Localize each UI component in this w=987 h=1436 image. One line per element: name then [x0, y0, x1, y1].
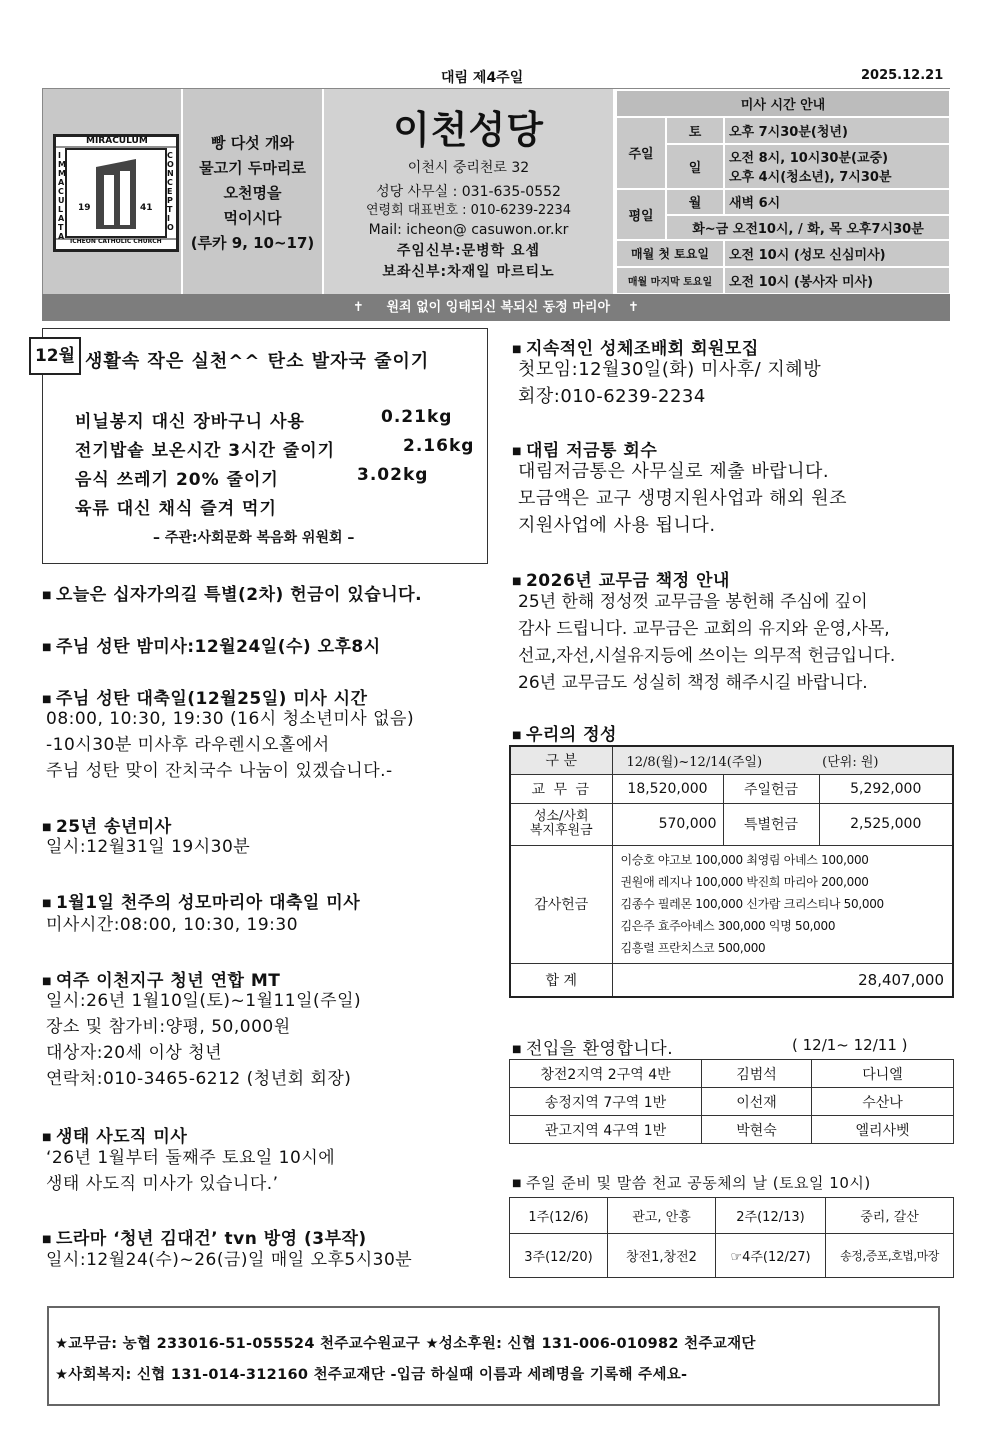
church-address: 이천시 중리천로 32 [407, 160, 530, 176]
notice-new-year-heading: ■ 1월1일 천주의 성모마리아 대축일 미사 [42, 888, 360, 913]
rep-phone: 연령회 대표번호 : 010-6239-2234 [365, 203, 572, 218]
carbon-item-value: 0.21kg [381, 407, 453, 427]
carbon-item [75, 407, 453, 432]
welcome-name: 이선재 [702, 1088, 812, 1116]
prep-week: 1주(12/6) [510, 1198, 608, 1234]
month-tag: 12월 [29, 337, 81, 375]
sunday-day-label: 일 [666, 144, 724, 189]
church-name: 이천성당 [393, 108, 544, 152]
header [42, 88, 950, 294]
welcome-table [509, 1059, 954, 1144]
prep-districts: 중리, 갈산 [826, 1198, 954, 1234]
offering-label: 성소/사회 복지후원금 [510, 803, 612, 845]
prep-week: 2주(12/13) [716, 1198, 826, 1234]
text-line: 연락처:010-3465-6212 (청년회 회장) [46, 1069, 352, 1089]
advent-box-body [518, 458, 847, 539]
text-line: 지원사업에 사용 됩니다. [518, 515, 716, 536]
welcome-baptismal-name: 수산나 [812, 1088, 954, 1116]
bank-accounts-box [47, 1306, 940, 1406]
offering-value: 5,292,000 [819, 774, 953, 803]
proverb-column [183, 89, 324, 295]
text-line: -10시30분 미사후 라우렌시오홀에서 [46, 735, 330, 755]
church-email[interactable]: Mail: icheon@ casuwon.or.kr [368, 222, 569, 238]
carbon-item-value: 2.16kg [403, 436, 475, 456]
welcome-name: 박현숙 [702, 1116, 812, 1144]
offering-label: 특별헌금 [723, 803, 819, 845]
advent-box-heading: ■ 대림 저금통 회수 [512, 436, 657, 461]
thanks-entry: 김은주 효주아녜스 300,000 익명 50,000 [620, 919, 836, 933]
cross-icon: ✝ [352, 300, 364, 315]
offering-period: 12/8(월)~12/14(주일) [626, 754, 763, 770]
proverb [183, 131, 322, 256]
carbon-footprint-box [42, 328, 488, 564]
church-logo-icon [56, 137, 176, 249]
proverb-line: 빵 다섯 개와 [211, 134, 294, 152]
offering-label: 주일헌금 [723, 774, 819, 803]
text-line: 주님 성탄 맞이 잔치국수 나눔이 있겠습니다.- [46, 761, 393, 781]
offering-header-period [612, 746, 953, 774]
text-line: 대림저금통은 사무실로 제출 바랍니다. [518, 461, 830, 482]
offering-table [509, 745, 954, 998]
account-line-1: ★교무금: 농협 233016-51-055524 천주교수원교구 ★성소후원: 신협 131-006-010982 천주교재단 [55, 1336, 756, 1352]
text-line: 회장:010-6239-2234 [518, 386, 706, 407]
office-phone: 성당 사무실 : 031-635-0552 [376, 184, 561, 200]
pastor-name: 주임신부:문병학 요셉 [396, 243, 541, 259]
adoration-body [518, 356, 821, 410]
welcome-heading: ■ 전입을 환영합니다. [512, 1034, 673, 1059]
thanks-offering-list [612, 845, 953, 963]
monday-time: 새벽 6시 [724, 189, 950, 215]
christmas-body [46, 706, 414, 784]
prep-districts: 창전1,창전2 [608, 1234, 716, 1278]
welcome-district: 송정지역 7구역 1반 [510, 1088, 702, 1116]
text-line: 생태 사도직 미사가 있습니다.’ [46, 1174, 279, 1194]
bulletin-date: 2025.12.21 [861, 68, 944, 83]
text-line: 일시:26년 1월10일(토)~1월11일(주일) [46, 991, 362, 1011]
offering-value: 570,000 [612, 803, 723, 845]
text-line: 장소 및 참가비:양평, 50,000원 [46, 1017, 291, 1037]
carbon-item-label: 전기밥솥 보온시간 3시간 줄이기 [75, 441, 336, 461]
dues-body [518, 589, 895, 697]
text-line: 감사 드립니다. 교무금은 교회의 유지와 운영,사목, [518, 619, 890, 639]
first-saturday-time: 오전 10시 (성모 신심미사) [724, 240, 950, 267]
notice-youth-mt-heading: ■ 여주 이천지구 청년 연합 MT [42, 966, 280, 991]
proverb-line: 물고기 두마리로 [199, 159, 306, 177]
account-line-2: ★사회복지: 신협 131-014-312160 천주교재단 -입금 하실때 이름과 세례명을 기록해 주세요- [55, 1367, 688, 1383]
sunday-time-2: 오후 4시(청소년), 7시30분 [729, 170, 892, 186]
logo-year-left: 19 [78, 203, 91, 213]
drama-body: 일시:12월24(수)~26(금)일 매일 오후5시30분 [46, 1250, 413, 1270]
logo-year-right: 41 [140, 203, 153, 213]
carbon-item-label: 육류 대신 채식 즐겨 먹기 [75, 499, 277, 519]
offering-label: 교 무 금 [510, 774, 612, 803]
thanks-entry: 이승호 야고보 100,000 최영림 아녜스 100,000 [620, 853, 869, 867]
sunday-prep-table [509, 1197, 954, 1278]
welcome-district: 창전2지역 2구역 4반 [510, 1060, 702, 1088]
ecology-body [46, 1145, 335, 1197]
new-year-body: 미사시간:08:00, 10:30, 19:30 [46, 915, 299, 935]
prep-districts: 관고, 안흥 [608, 1198, 716, 1234]
logo-text-top: MIRACULUM [86, 136, 148, 146]
adoration-heading: ■ 지속적인 성체조배회 회원모집 [512, 334, 759, 359]
week-label: 대림 제4주일 [441, 70, 524, 86]
mass-schedule [615, 89, 951, 295]
sunday-time-1: 오전 8시, 10시30분(교중) [729, 151, 889, 167]
church-logo [53, 134, 179, 252]
text-line: 선교,자선,시설유지등에 쓰이는 의무적 헌금입니다. [518, 646, 896, 666]
sunday-times [724, 144, 950, 189]
carbon-title: 생활속 작은 실천^^ 탄소 발자국 줄이기 [85, 351, 430, 372]
carbon-item [75, 494, 277, 519]
weekday-label: 평일 [616, 189, 666, 241]
logo-column [43, 89, 183, 295]
youth-mt-body [46, 988, 361, 1092]
marian-banner [42, 294, 950, 321]
offering-unit: (단위: 원) [822, 754, 879, 770]
logo-text-left: IMMACULATA [58, 151, 66, 241]
welcome-baptismal-name: 엘리사벳 [812, 1116, 954, 1144]
offering-heading: ■ 우리의 정성 [512, 720, 617, 745]
welcome-baptismal-name: 다니엘 [812, 1060, 954, 1088]
proverb-line: (루카 9, 10~17) [190, 234, 315, 252]
notice-christmas-eve: ■ 주님 성탄 밤미사:12월24일(수) 오후8시 [42, 632, 381, 657]
year-end-body: 일시:12월31일 19시30분 [46, 837, 251, 857]
carbon-item-value: 3.02kg [357, 465, 429, 485]
sunday-label: 주일 [616, 117, 666, 189]
text-line: 첫모임:12월30일(화) 미사후/ 지혜방 [518, 359, 822, 380]
notice-year-end-heading: ■ 25년 송년미사 [42, 812, 172, 837]
welcome-name: 김범석 [702, 1060, 812, 1088]
banner-text: 원죄 없이 잉태되신 복되신 동정 마리아 [386, 300, 611, 315]
notice-special-offering: ■ 오늘은 십자가의길 특별(2차) 헌금이 있습니다. [42, 580, 422, 605]
notice-christmas-heading: ■ 주님 성탄 대축일(12월25일) 미사 시간 [42, 684, 367, 709]
thanks-offering-label: 감사헌금 [510, 845, 612, 963]
prep-week: 3주(12/20) [510, 1234, 608, 1278]
first-saturday-label: 매월 첫 토요일 [616, 240, 724, 267]
proverb-line: 오천명을 [223, 184, 282, 202]
prep-districts: 송정,증포,호법,마장 [826, 1234, 954, 1278]
carbon-item [75, 436, 475, 461]
text-line: 대상자:20세 이상 청년 [46, 1043, 223, 1063]
church-info-column [324, 89, 615, 295]
carbon-item-label: 음식 쓰레기 20% 줄이기 [75, 470, 279, 490]
proverb-line: 먹이시다 [223, 209, 282, 227]
carbon-item [75, 465, 429, 490]
prep-week: ☞4주(12/27) [716, 1234, 826, 1278]
thanks-entry: 권원애 레지나 100,000 박진희 마리아 200,000 [620, 875, 869, 889]
text-line: 08:00, 10:30, 19:30 (16시 청소년미사 없음) [46, 709, 415, 729]
last-saturday-label: 매월 마지막 토요일 [616, 267, 724, 294]
tue-fri-time: 화~금 오전10시, / 화, 목 오후7시30분 [666, 215, 950, 241]
welcome-period: ( 12/1~ 12/11 ) [792, 1036, 908, 1054]
last-saturday-time: 오전 10시 (봉사자 미사) [724, 267, 950, 294]
sunday-prep-heading: ■ 주일 준비 및 말씀 천교 공동체의 날 (토요일 10시) [512, 1172, 871, 1193]
text-line: 26년 교무금도 성실히 책정 해주시길 바랍니다. [518, 673, 868, 693]
text-line: 모금액은 교구 생명지원사업과 해외 원조 [518, 488, 847, 509]
text-line: ‘26년 1월부터 둘째주 토요일 10시에 [46, 1148, 336, 1168]
total-value: 28,407,000 [612, 963, 953, 997]
monday-label: 월 [666, 189, 724, 215]
logo-text-bottom: ICHEON CATHOLIC CHURCH [70, 238, 162, 245]
offering-header-category: 구 분 [510, 746, 612, 774]
assistant-priest: 보좌신부:차재일 마르티노 [382, 264, 555, 280]
logo-text-right: CONCEPTIO [167, 151, 174, 232]
thanks-entry: 김종수 필레몬 100,000 신가람 크리스티나 50,000 [620, 897, 884, 911]
total-label: 합 계 [510, 963, 612, 997]
saturday-label: 토 [666, 117, 724, 144]
carbon-item-label: 비닐봉지 대신 장바구니 사용 [75, 412, 305, 432]
thanks-entry: 김흥렬 프란치스코 500,000 [620, 941, 766, 955]
dues-heading: ■ 2026년 교무금 책정 안내 [512, 566, 730, 591]
mass-schedule-title: 미사 시간 안내 [616, 90, 950, 117]
text-line: 25년 한해 정성껏 교무금을 봉헌해 주심에 깊이 [518, 592, 868, 612]
carbon-organizer: – 주관:사회문화 복음화 위원회 – [153, 530, 355, 546]
notice-ecology-heading: ■ 생태 사도직 미사 [42, 1122, 187, 1147]
cross-icon: ✝ [628, 300, 640, 315]
notice-drama-heading: ■ 드라마 ‘청년 김대건’ tvn 방영 (3부작) [42, 1224, 367, 1249]
offering-value: 18,520,000 [612, 774, 723, 803]
saturday-time: 오후 7시30분(청년) [724, 117, 950, 144]
welcome-district: 관고지역 4구역 1반 [510, 1116, 702, 1144]
offering-value: 2,525,000 [819, 803, 953, 845]
